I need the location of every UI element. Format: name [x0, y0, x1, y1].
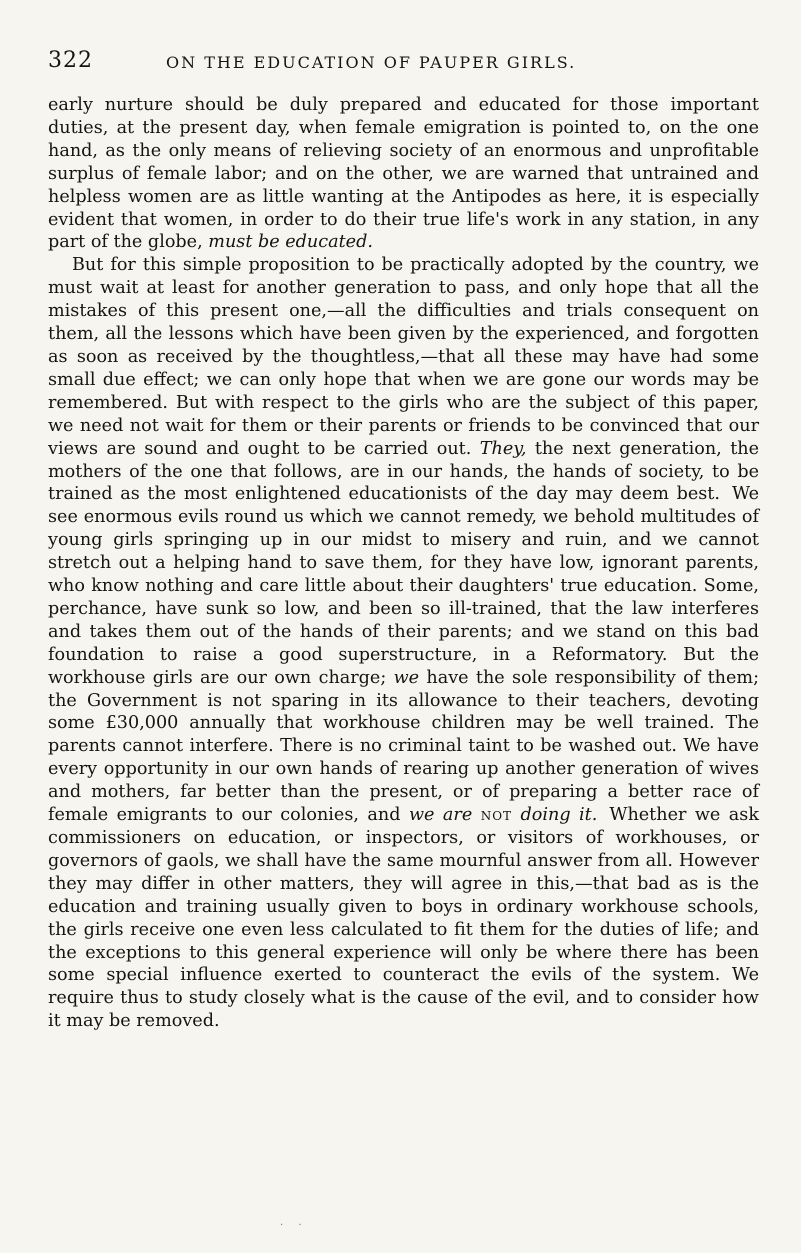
paragraph-2-text-3: We see enormous evils round us which we cannot remedy, we behold multitudes of young girls springing up in our midst to misery and ruin, and we cannot stretch out a helping hand to save them, for they have low, ignorant parents, who know nothing and care little about their daughters' true education. Some, perchance, have sunk so low, and been so ill-trained, that the law interferes and takes them out of the hands of their parents; and we stand on this bad foundation to raise a good superstructure, in a Reformatory. But the workhouse girls are our own charge; [48, 484, 759, 688]
paragraph-2-text-4: have the sole responsibility of them; the Government is not sparing in its allowance to their teachers, devoting some £30,000 annually that workhouse children may be well trained. The parents cannot interfere. There is no criminal taint to be washed out. We have every opportunity in our own hands of rearing up another generation of wives and mothers, far better than the present, or of preparing a better race of female emigrants to our colonies, and [48, 667, 760, 826]
paragraph-1-text: early nurture should be duly prepared and educated for those important duties, at the present day, when female emigration is pointed to, on the one hand, as the only means of relieving society of an enormous and unprofitable surplus of female labor; and on the other, we are warned that untrained and helpless women are as little wanting at the Antipodes as here, it is especially evident that women, in order to do their true life's work in any station, in any part of the globe, [48, 95, 759, 253]
paragraph-2-italic-they: They, [479, 438, 527, 459]
paragraph-2-italic-we: we [393, 667, 420, 688]
paragraph-2-italic-we-are: we are [408, 805, 473, 826]
paragraph-2-smallcaps-not: not [480, 805, 513, 826]
print-specks-decoration: · · [280, 1220, 308, 1231]
paragraph-2 [48, 254, 759, 1033]
paragraph-2-text-1: But for this simple proposition to be practically adopted by the country, we must wait at least for another generation to pass, and only hope that all the mistakes of this present one,—all the difficulties and trials consequent on them, all the lessons which have been given by the experienced, and forgotten as soon as received by the thoughtless,—that all these may have had some small due effect; we can only hope that when we are gone our words may be remembered. But with respect to the girls who are the subject of this paper, we need not wait for them or their parents or friends to be convinced that our views are sound and ought to be carried out. [48, 255, 759, 459]
paragraph-1-italic: must be educated. [208, 232, 373, 253]
running-title: ON THE EDUCATION OF PAUPER GIRLS. [166, 53, 577, 72]
paragraph-1 [48, 94, 759, 254]
body-text [48, 94, 759, 1033]
page-number: 322 [48, 48, 93, 73]
running-head [48, 40, 761, 80]
paragraph-2-text-5: Whether we ask commissioners on education, or inspectors, or visitors of workhouses, or governors of gaols, we shall have the same mournful answer from all. However they may differ in other matters, they will agree in this,—that bad as is the education and training usually given to boys in ordinary workhouse schools, the girls receive one even less calculated to fit them for the duties of life; and the exceptions to this general experience will only be where there has been some special influence exerted to counteract the evils of the system. We require thus to study closely what is the cause of the evil, and to consider how it may be removed. [48, 805, 759, 1032]
paragraph-2-italic-doing-it: doing it. [520, 805, 598, 826]
paragraph-2-text-2: the next generation, the mothers of the one that follows, are in our hands, the hands of society, to be trained as the most enlightened educationists of the day may deem best. [48, 438, 760, 505]
